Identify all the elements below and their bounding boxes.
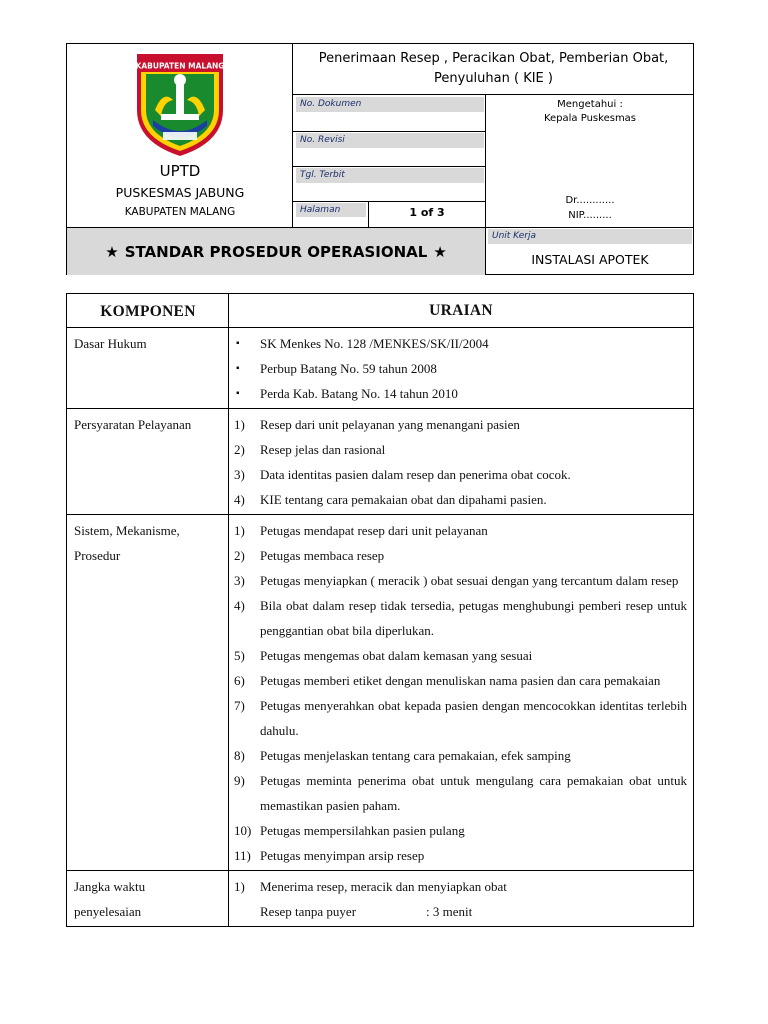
- table-row: [67, 515, 694, 871]
- sop-title: STANDAR PROSEDUR OPERASIONAL: [124, 242, 428, 261]
- list-item: 9) Petugas meminta penerima obat untuk mengulang cara pemakaian obat untuk memastikan pasien paham.: [234, 773, 687, 813]
- table-row: [67, 871, 694, 927]
- uraian-cell: [229, 871, 694, 927]
- duration-value: : 3 menit: [426, 904, 473, 919]
- document-title: Penerimaan Resep , Peracikan Obat, Pemberian Obat, Penyuluhan ( KIE ): [293, 44, 694, 95]
- table-row: [67, 328, 694, 409]
- komponen-cell: Persyaratan Pelayanan: [67, 409, 229, 515]
- list-item: 7) Petugas menyerahkan obat kepada pasien dengan mencocokkan identitas terlebih dahulu.: [234, 698, 687, 738]
- uraian-cell: [229, 328, 694, 409]
- bullet-icon: ▪: [236, 388, 240, 399]
- duration-line: [234, 899, 687, 924]
- column-header-komponen: KOMPONEN: [67, 294, 229, 328]
- uraian-cell: [229, 409, 694, 515]
- star-icon: ★: [105, 242, 119, 261]
- komponen-cell: Dasar Hukum: [67, 328, 229, 409]
- list-item: 8) Petugas menjelaskan tentang cara pemakaian, efek samping: [234, 748, 571, 763]
- list-item: 4) KIE tentang cara pemakaian obat dan dipahami pasien.: [234, 492, 547, 507]
- mengetahui-label: Mengetahui :: [557, 99, 623, 110]
- no-revisi-label: No. Revisi: [296, 133, 484, 148]
- star-icon: ★: [433, 242, 447, 261]
- column-header-uraian: URAIAN: [229, 294, 694, 328]
- doctor-signature-line: Dr............: [565, 195, 615, 206]
- list-item: 1) Petugas mendapat resep dari unit pelayanan: [234, 523, 488, 538]
- table-row: [67, 409, 694, 515]
- halaman-value: 1 of 3: [409, 206, 445, 219]
- divider: [293, 131, 486, 132]
- sop-content-table: [66, 293, 694, 927]
- list-item: ▪ SK Menkes No. 128 /MENKES/SK/II/2004: [234, 331, 687, 356]
- halaman-label: Halaman: [296, 203, 366, 217]
- kabupaten-name: KABUPATEN MALANG: [124, 206, 236, 218]
- list-item: 3) Petugas menyiapkan ( meracik ) obat sesuai dengan yang tercantum dalam resep: [234, 573, 679, 588]
- tgl-terbit-label: Tgl. Terbit: [296, 168, 484, 183]
- bullet-icon: ▪: [236, 338, 240, 349]
- logo-cell: [67, 44, 293, 227]
- org-unit-label: UPTD: [159, 162, 201, 180]
- komponen-cell: Sistem, Mekanisme, Prosedur: [67, 515, 229, 871]
- list-item: 4) Bila obat dalam resep tidak tersedia, petugas menghubungi pemberi resep untuk penggantian obat bila diperlukan.: [234, 598, 687, 638]
- list-item: 1) Resep dari unit pelayanan yang menangani pasien: [234, 417, 520, 432]
- unit-kerja-label: Unit Kerja: [488, 229, 692, 244]
- duration-label: Resep tanpa puyer: [260, 904, 357, 919]
- bullet-icon: ▪: [236, 363, 240, 374]
- sop-header: [66, 43, 694, 275]
- list-item: 2) Petugas membaca resep: [234, 548, 385, 563]
- list-item: 2) Resep jelas dan rasional: [234, 442, 386, 457]
- unit-kerja-cell: [486, 227, 694, 275]
- list-item: 10) Petugas mempersilahkan pasien pulang: [234, 823, 465, 838]
- table-header-row: [67, 294, 694, 328]
- list-item: ▪ Perbup Batang No. 59 tahun 2008: [234, 356, 687, 381]
- list-item: 11) Petugas menyimpan arsip resep: [234, 848, 425, 863]
- sop-title-banner: [67, 227, 486, 275]
- nip-line: NIP.........: [568, 210, 612, 221]
- approval-block: [486, 95, 694, 227]
- komponen-cell: Jangka waktu penyelesaian: [67, 871, 229, 927]
- divider: [293, 166, 486, 167]
- kepala-puskesmas-label: Kepala Puskesmas: [543, 113, 637, 124]
- divider: [293, 201, 486, 202]
- puskesmas-name: PUSKESMAS JABUNG: [115, 185, 245, 200]
- list-item: 1) Menerima resep, meracik dan menyiapkan obat: [234, 879, 507, 894]
- kabupaten-malang-emblem: [133, 50, 227, 158]
- no-dokumen-label: No. Dokumen: [296, 97, 484, 112]
- uraian-cell: [229, 515, 694, 871]
- list-item: ▪ Perda Kab. Batang No. 14 tahun 2010: [234, 381, 687, 406]
- list-item: 3) Data identitas pasien dalam resep dan penerima obat cocok.: [234, 467, 571, 482]
- list-item: 6) Petugas memberi etiket dengan menuliskan nama pasien dan cara pemakaian: [234, 673, 661, 688]
- logo-banner-text: KABUPATEN MALANG: [135, 61, 225, 71]
- unit-kerja-value: INSTALASI APOTEK: [531, 252, 649, 267]
- list-item: 5) Petugas mengemas obat dalam kemasan yang sesuai: [234, 648, 533, 663]
